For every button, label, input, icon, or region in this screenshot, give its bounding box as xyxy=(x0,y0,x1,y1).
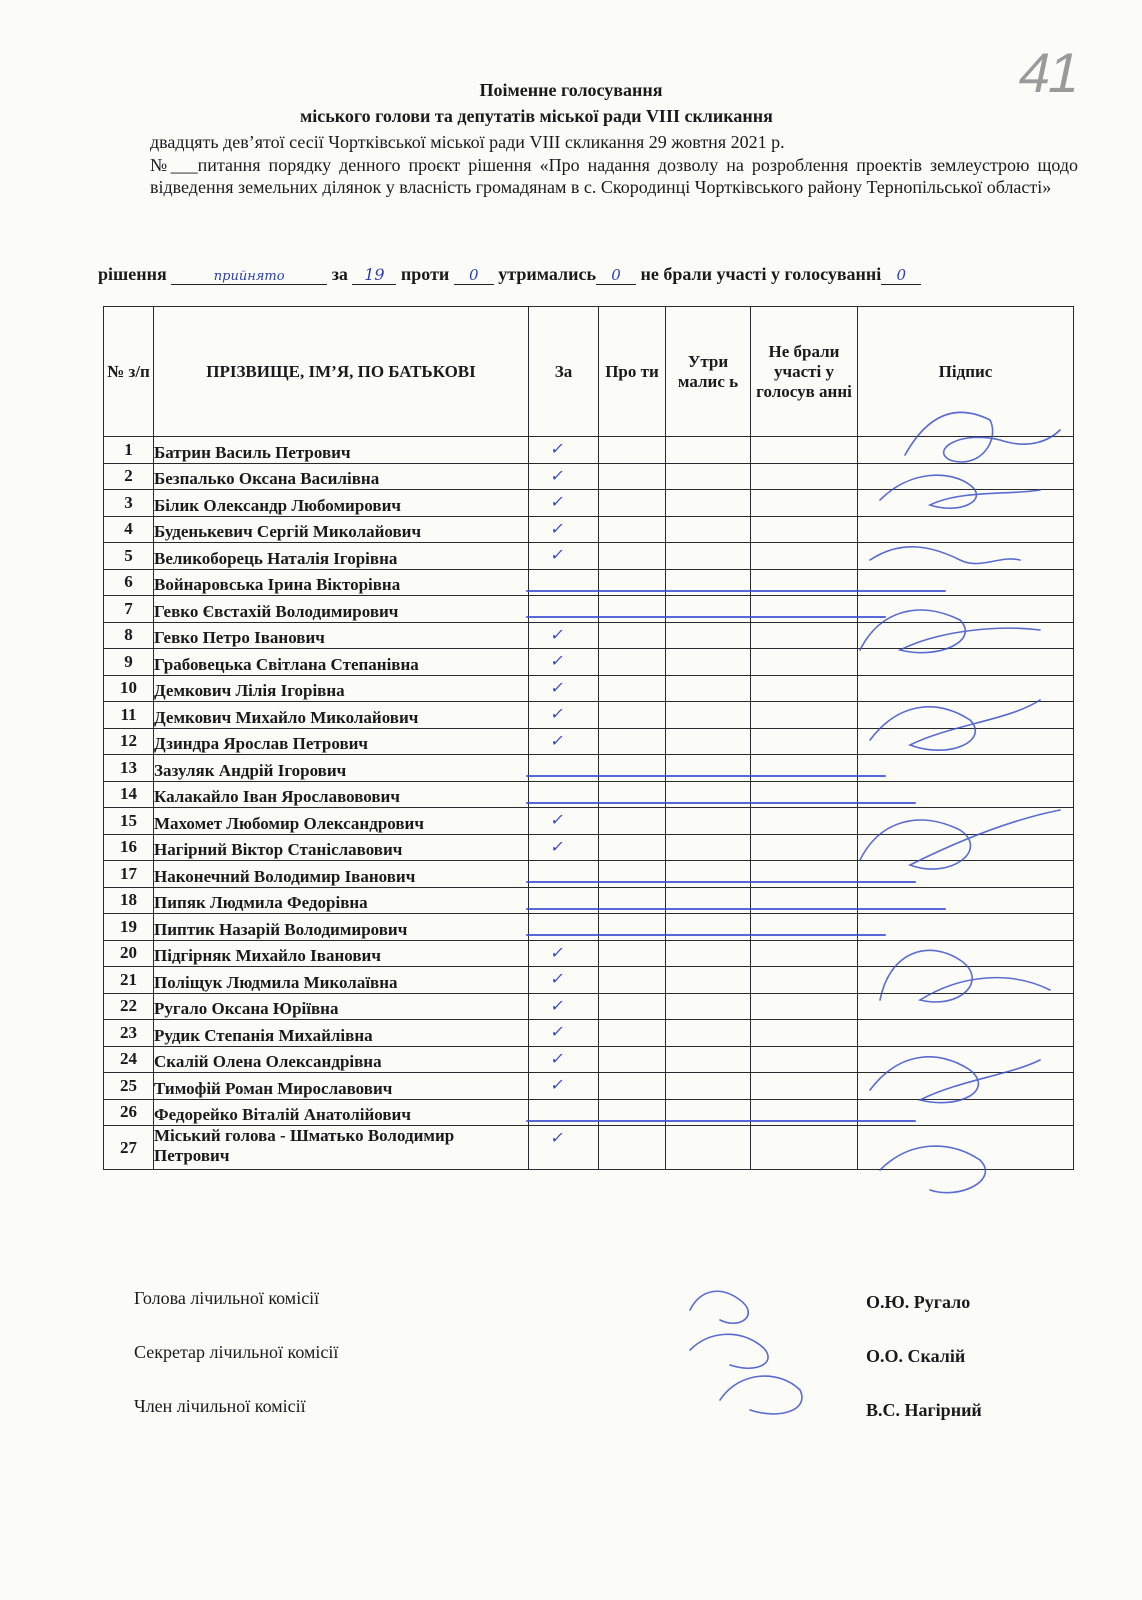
cell-signature xyxy=(858,808,1074,835)
cell-abstained xyxy=(666,728,751,755)
absent-strike-line xyxy=(526,934,886,936)
header-not-voted: Не брали участі у голосув анні xyxy=(751,307,858,437)
cell-against xyxy=(599,490,666,517)
absent-strike-line xyxy=(526,908,946,910)
commission-role-member: Член лічильної комісії xyxy=(134,1396,306,1416)
cell-abstained xyxy=(666,993,751,1020)
cell-not-voted xyxy=(751,463,858,490)
row-name: Гевко Євстахій Володимирович xyxy=(154,596,529,623)
row-name: Поліщук Людмила Миколаївна xyxy=(154,967,529,994)
cell-signature xyxy=(858,490,1074,517)
decision-label: рішення xyxy=(98,264,167,284)
row-name: Міський голова - Шматько Володимир Петрович xyxy=(154,1126,529,1170)
vote-tick-icon: ✓ xyxy=(549,545,567,564)
cell-against xyxy=(599,755,666,782)
cell-not-voted xyxy=(751,1073,858,1100)
row-name: Калакайло Іван Ярославовович xyxy=(154,781,529,808)
table-row xyxy=(104,940,1074,967)
for-label: за xyxy=(331,264,348,284)
cell-signature xyxy=(858,993,1074,1020)
row-number: 25 xyxy=(104,1073,154,1100)
commission-role-secretary: Секретар лічильної комісії xyxy=(134,1342,339,1362)
cell-for xyxy=(529,596,599,623)
vote-tick-icon: ✓ xyxy=(549,439,567,458)
cell-for xyxy=(529,1073,599,1100)
row-name: Скалій Олена Олександрівна xyxy=(154,1046,529,1073)
row-number: 12 xyxy=(104,728,154,755)
vote-tick-icon: ✓ xyxy=(549,1075,567,1094)
table-row xyxy=(104,1073,1074,1100)
vote-tick-icon: ✓ xyxy=(549,651,567,670)
cell-abstained xyxy=(666,914,751,941)
cell-abstained xyxy=(666,861,751,888)
cell-for xyxy=(529,516,599,543)
header-number: № з/п xyxy=(104,307,154,437)
document-subtitle: міського голови та депутатів міської ради VIII скликання xyxy=(300,106,773,126)
table-row xyxy=(104,967,1074,994)
row-name: Підгірняк Михайло Іванович xyxy=(154,940,529,967)
cell-against xyxy=(599,463,666,490)
cell-for xyxy=(529,649,599,676)
row-number: 20 xyxy=(104,940,154,967)
row-number: 17 xyxy=(104,861,154,888)
cell-not-voted xyxy=(751,728,858,755)
row-number: 16 xyxy=(104,834,154,861)
table-row xyxy=(104,1020,1074,1047)
header-name: ПРІЗВИЩЕ, ІМ’Я, ПО БАТЬКОВІ xyxy=(154,307,529,437)
cell-signature xyxy=(858,1073,1074,1100)
cell-signature xyxy=(858,914,1074,941)
cell-abstained xyxy=(666,967,751,994)
cell-not-voted xyxy=(751,967,858,994)
cell-not-voted xyxy=(751,437,858,464)
absent-strike-line xyxy=(526,775,886,777)
row-name: Наконечний Володимир Іванович xyxy=(154,861,529,888)
cell-abstained xyxy=(666,543,751,570)
cell-for xyxy=(529,834,599,861)
cell-against xyxy=(599,649,666,676)
row-name: Грабовецька Світлана Степанівна xyxy=(154,649,529,676)
cell-abstained xyxy=(666,622,751,649)
cell-against xyxy=(599,993,666,1020)
vote-tick-icon: ✓ xyxy=(549,1128,567,1147)
page-number: 41 xyxy=(1013,41,1085,104)
against-count: 0 xyxy=(454,266,494,285)
cell-against xyxy=(599,1126,666,1170)
header-against: Про ти xyxy=(599,307,666,437)
row-number: 5 xyxy=(104,543,154,570)
table-row xyxy=(104,702,1074,729)
row-name: Пипяк Людмила Федорівна xyxy=(154,887,529,914)
cell-for xyxy=(529,675,599,702)
row-number: 22 xyxy=(104,993,154,1020)
voting-table xyxy=(103,306,1074,1170)
vote-tick-icon: ✓ xyxy=(549,677,567,697)
row-name: Безпалько Оксана Василівна xyxy=(154,463,529,490)
cell-for xyxy=(529,622,599,649)
table-row xyxy=(104,463,1074,490)
cell-signature xyxy=(858,834,1074,861)
cell-not-voted xyxy=(751,1046,858,1073)
header-abstained: Утри малис ь xyxy=(666,307,751,437)
row-number: 14 xyxy=(104,781,154,808)
cell-signature xyxy=(858,1020,1074,1047)
cell-for xyxy=(529,437,599,464)
cell-against xyxy=(599,675,666,702)
cell-abstained xyxy=(666,1046,751,1073)
table-row xyxy=(104,993,1074,1020)
vote-tick-icon: ✓ xyxy=(549,1022,567,1041)
cell-against xyxy=(599,543,666,570)
row-name: Батрин Василь Петрович xyxy=(154,437,529,464)
vote-tick-icon: ✓ xyxy=(549,730,567,750)
vote-tick-icon: ✓ xyxy=(549,995,567,1015)
signature-scribble xyxy=(690,1291,748,1323)
abstained-label: утримались xyxy=(498,264,596,284)
header-signature: Підпис xyxy=(858,307,1074,437)
cell-abstained xyxy=(666,649,751,676)
cell-against xyxy=(599,808,666,835)
row-number: 18 xyxy=(104,887,154,914)
cell-against xyxy=(599,1020,666,1047)
row-number: 1 xyxy=(104,437,154,464)
row-name: Демкович Михайло Миколайович xyxy=(154,702,529,729)
cell-abstained xyxy=(666,463,751,490)
table-row xyxy=(104,675,1074,702)
commission-name-member: В.С. Нагірний xyxy=(866,1400,982,1420)
row-number: 11 xyxy=(104,702,154,729)
row-number: 9 xyxy=(104,649,154,676)
table-row xyxy=(104,437,1074,464)
cell-not-voted xyxy=(751,675,858,702)
row-number: 15 xyxy=(104,808,154,835)
commission-name-chair: О.Ю. Ругало xyxy=(866,1292,971,1312)
cell-signature xyxy=(858,728,1074,755)
against-label: проти xyxy=(400,264,450,284)
vote-tick-icon: ✓ xyxy=(549,704,567,723)
not-voted-label: не брали участі у голосуванні xyxy=(640,264,882,284)
cell-not-voted xyxy=(751,649,858,676)
vote-tick-icon: ✓ xyxy=(549,942,567,962)
table-row xyxy=(104,834,1074,861)
cell-not-voted xyxy=(751,490,858,517)
cell-for xyxy=(529,728,599,755)
absent-strike-line xyxy=(526,1120,916,1122)
cell-not-voted xyxy=(751,1126,858,1170)
row-name: Нагірний Віктор Станіславович xyxy=(154,834,529,861)
row-name: Дзиндра Ярослав Петрович xyxy=(154,728,529,755)
table-row xyxy=(104,914,1074,941)
absent-strike-line xyxy=(526,802,916,804)
cell-against xyxy=(599,967,666,994)
cell-not-voted xyxy=(751,702,858,729)
cell-for xyxy=(529,1126,599,1170)
cell-signature xyxy=(858,1126,1074,1170)
cell-signature xyxy=(858,437,1074,464)
cell-signature xyxy=(858,516,1074,543)
cell-for xyxy=(529,1046,599,1073)
cell-for xyxy=(529,490,599,517)
cell-not-voted xyxy=(751,808,858,835)
row-name: Ругало Оксана Юріївна xyxy=(154,993,529,1020)
cell-signature xyxy=(858,1046,1074,1073)
cell-signature xyxy=(858,967,1074,994)
header-for: За xyxy=(529,307,599,437)
cell-for xyxy=(529,702,599,729)
cell-against xyxy=(599,596,666,623)
cell-for xyxy=(529,755,599,782)
session-line: двадцять дев’ятої сесії Чортківської міської ради VIII скликання 29 жовтня 2021 р. xyxy=(150,132,785,152)
row-number: 24 xyxy=(104,1046,154,1073)
cell-abstained xyxy=(666,834,751,861)
cell-not-voted xyxy=(751,1020,858,1047)
commission-name-secretary: О.О. Скалій xyxy=(866,1346,966,1366)
cell-abstained xyxy=(666,940,751,967)
cell-abstained xyxy=(666,1020,751,1047)
cell-for xyxy=(529,463,599,490)
row-number: 21 xyxy=(104,967,154,994)
table-row xyxy=(104,728,1074,755)
cell-abstained xyxy=(666,702,751,729)
cell-not-voted xyxy=(751,993,858,1020)
row-name: Демкович Лілія Ігорівна xyxy=(154,675,529,702)
table-row xyxy=(104,543,1074,570)
vote-tick-icon: ✓ xyxy=(549,810,567,829)
row-number: 13 xyxy=(104,755,154,782)
row-number: 26 xyxy=(104,1099,154,1126)
cell-not-voted xyxy=(751,543,858,570)
table-row xyxy=(104,1046,1074,1073)
cell-against xyxy=(599,914,666,941)
row-name: Гевко Петро Іванович xyxy=(154,622,529,649)
row-name: Войнаровська Ірина Вікторівна xyxy=(154,569,529,596)
cell-against xyxy=(599,1046,666,1073)
table-row xyxy=(104,516,1074,543)
cell-against xyxy=(599,834,666,861)
cell-not-voted xyxy=(751,596,858,623)
table-row xyxy=(104,649,1074,676)
cell-abstained xyxy=(666,755,751,782)
cell-abstained xyxy=(666,516,751,543)
row-name: Тимофій Роман Мирославович xyxy=(154,1073,529,1100)
cell-not-voted xyxy=(751,516,858,543)
row-name: Рудик Степанія Михайлівна xyxy=(154,1020,529,1047)
cell-not-voted xyxy=(751,861,858,888)
cell-signature xyxy=(858,463,1074,490)
vote-tick-icon: ✓ xyxy=(549,624,567,644)
row-number: 23 xyxy=(104,1020,154,1047)
row-name: Федорейко Віталій Анатолійович xyxy=(154,1099,529,1126)
row-name: Пиптик Назарій Володимирович xyxy=(154,914,529,941)
cell-signature xyxy=(858,675,1074,702)
table-row xyxy=(104,622,1074,649)
cell-against xyxy=(599,1073,666,1100)
row-name: Великоборець Наталія Ігорівна xyxy=(154,543,529,570)
row-number: 4 xyxy=(104,516,154,543)
cell-abstained xyxy=(666,675,751,702)
cell-not-voted xyxy=(751,914,858,941)
cell-for xyxy=(529,914,599,941)
cell-against xyxy=(599,940,666,967)
document-title: Поіменне голосування xyxy=(479,80,663,100)
cell-abstained xyxy=(666,596,751,623)
row-number: 19 xyxy=(104,914,154,941)
cell-not-voted xyxy=(751,834,858,861)
cell-signature xyxy=(858,755,1074,782)
cell-not-voted xyxy=(751,755,858,782)
not-voted-count: 0 xyxy=(881,266,921,285)
row-number: 7 xyxy=(104,596,154,623)
row-number: 8 xyxy=(104,622,154,649)
cell-for xyxy=(529,940,599,967)
row-number: 27 xyxy=(104,1126,154,1170)
cell-abstained xyxy=(666,808,751,835)
table-row xyxy=(104,490,1074,517)
cell-against xyxy=(599,516,666,543)
signature-scribble xyxy=(690,1334,768,1368)
vote-tick-icon: ✓ xyxy=(549,518,567,538)
cell-signature xyxy=(858,649,1074,676)
for-count: 19 xyxy=(352,265,396,285)
cell-for xyxy=(529,543,599,570)
table-header-row xyxy=(104,307,1074,437)
cell-against xyxy=(599,728,666,755)
cell-abstained xyxy=(666,490,751,517)
commission-role-chair: Голова лічильної комісії xyxy=(134,1288,320,1308)
cell-abstained xyxy=(666,437,751,464)
vote-tick-icon: ✓ xyxy=(549,969,567,988)
absent-strike-line xyxy=(526,616,886,618)
row-number: 2 xyxy=(104,463,154,490)
row-name: Білик Олександр Любомирович xyxy=(154,490,529,517)
cell-for xyxy=(529,993,599,1020)
absent-strike-line xyxy=(526,590,946,592)
decision-summary xyxy=(98,264,921,285)
row-name: Зазуляк Андрій Ігорович xyxy=(154,755,529,782)
cell-signature xyxy=(858,940,1074,967)
cell-against xyxy=(599,437,666,464)
cell-against xyxy=(599,702,666,729)
cell-not-voted xyxy=(751,940,858,967)
row-name: Буденькевич Сергій Миколайович xyxy=(154,516,529,543)
cell-for xyxy=(529,861,599,888)
agenda-question: №___питання порядку денного проєкт рішення «Про надання дозволу на розроблення проектів землеустрою щодо відведення земельних ділянок у власність громадянам в с. Скородинці Чортківського району Тернопільської області» xyxy=(150,155,1078,197)
table-row xyxy=(104,755,1074,782)
cell-abstained xyxy=(666,1073,751,1100)
cell-not-voted xyxy=(751,622,858,649)
cell-signature xyxy=(858,702,1074,729)
abstained-count: 0 xyxy=(596,266,636,285)
cell-signature xyxy=(858,861,1074,888)
row-number: 3 xyxy=(104,490,154,517)
decision-result: прийнято xyxy=(171,269,327,285)
vote-tick-icon: ✓ xyxy=(549,1048,567,1068)
cell-for xyxy=(529,967,599,994)
table-row xyxy=(104,861,1074,888)
table-row xyxy=(104,808,1074,835)
cell-for xyxy=(529,808,599,835)
table-row xyxy=(104,1126,1074,1170)
signature-scribble xyxy=(720,1376,802,1414)
absent-strike-line xyxy=(526,881,916,883)
row-number: 10 xyxy=(104,675,154,702)
cell-signature xyxy=(858,543,1074,570)
table-row xyxy=(104,596,1074,623)
vote-tick-icon: ✓ xyxy=(549,492,567,511)
cell-against xyxy=(599,861,666,888)
row-number: 6 xyxy=(104,569,154,596)
cell-against xyxy=(599,622,666,649)
cell-signature xyxy=(858,596,1074,623)
row-name: Махомет Любомир Олександрович xyxy=(154,808,529,835)
vote-tick-icon: ✓ xyxy=(549,465,567,485)
vote-tick-icon: ✓ xyxy=(549,836,567,856)
cell-for xyxy=(529,1020,599,1047)
cell-signature xyxy=(858,622,1074,649)
cell-abstained xyxy=(666,1126,751,1170)
